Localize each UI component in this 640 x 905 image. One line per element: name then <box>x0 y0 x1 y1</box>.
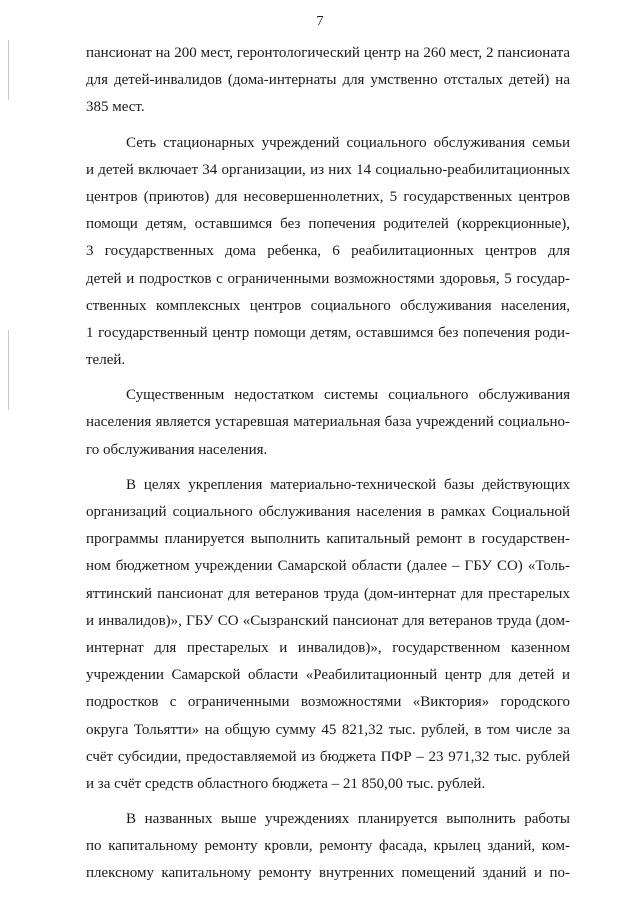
text-line: 385 мест. <box>86 99 145 116</box>
text-line: населения является устаревшая материальная база учреждений социально- <box>86 414 570 431</box>
text-line: В названных выше учреждениях планируется выполнить работы <box>126 811 570 828</box>
text-line: учреждении Самарской области «Реабилитационный центр для детей и <box>86 667 570 684</box>
document-body <box>86 40 570 888</box>
paragraph <box>86 382 570 464</box>
text-line: детей и подростков с ограниченными возможностями здоровья, 5 государ- <box>86 270 570 287</box>
text-line: яттинский пансионат для ветеранов труда (дом-интернат для престарелых <box>86 585 570 602</box>
text-line: помощи детям, оставшимся без попечения родителей (коррекционные), <box>86 216 570 233</box>
scan-margin-mark <box>8 330 9 410</box>
text-line: по капитальному ремонту кровли, ремонту фасада, крылец зданий, ком- <box>86 838 570 855</box>
text-line: счёт субсидии, предоставляемой из бюджета ПФР – 23 971,32 тыс. рублей <box>86 748 570 765</box>
text-line: подростков с ограниченными возможностями «Виктория» городского <box>86 694 570 711</box>
text-line: Существенным недостатком системы социального обслуживания <box>126 387 570 404</box>
page-number: 7 <box>316 14 324 29</box>
text-line: организаций социального обслуживания населения в рамках Социальной <box>86 504 570 520</box>
text-line: плексному капитальному ремонту внутренних помещений зданий и по- <box>86 865 570 882</box>
text-line: телей. <box>86 352 126 369</box>
text-line: для детей-инвалидов (дома-интернаты для умственно отсталых детей) на <box>86 72 570 89</box>
text-line: 1 государственный центр помощи детям, оставшимся без попечения роди- <box>86 324 570 341</box>
text-line: интернат для престарелых и инвалидов)», государственном казенном <box>86 639 570 656</box>
text-line: округа Тольятти» на общую сумму 45 821,32 тыс. рублей, в том числе за <box>86 721 570 738</box>
text-line: ственных комплексных центров социального обслуживания населения, <box>86 297 570 314</box>
text-line: го обслуживания населения. <box>86 441 268 458</box>
text-line: программы планируется выполнить капитальный ремонт в государствен- <box>86 531 570 548</box>
paragraph <box>86 472 570 798</box>
scan-margin-mark <box>8 40 9 100</box>
paragraph <box>86 130 570 375</box>
text-line: и за счёт средств областного бюджета – 21 850,00 тыс. рублей. <box>86 775 486 792</box>
paragraph <box>86 40 570 122</box>
text-line: В целях укрепления материально-технической базы действующих <box>126 476 570 493</box>
text-line: пансионат на 200 мест, геронтологический центр на 260 мест, 2 пансионата <box>86 45 570 61</box>
text-line: и инвалидов)», ГБУ СО «Сызранский пансионат для ветеранов труда (дом- <box>86 612 570 629</box>
text-line: и детей включает 34 организации, из них 14 социально-реабилитационных <box>86 161 570 178</box>
paragraph <box>86 806 570 888</box>
text-line: Сеть стационарных учреждений социального обслуживания семьи <box>126 134 570 151</box>
text-line: 3 государственных дома ребенка, 6 реабилитационных центров для <box>86 243 570 260</box>
text-line: ном бюджетном учреждении Самарской области (далее – ГБУ СО) «Толь- <box>86 558 570 575</box>
text-line: центров (приютов) для несовершеннолетних, 5 государственных центров <box>86 188 570 205</box>
